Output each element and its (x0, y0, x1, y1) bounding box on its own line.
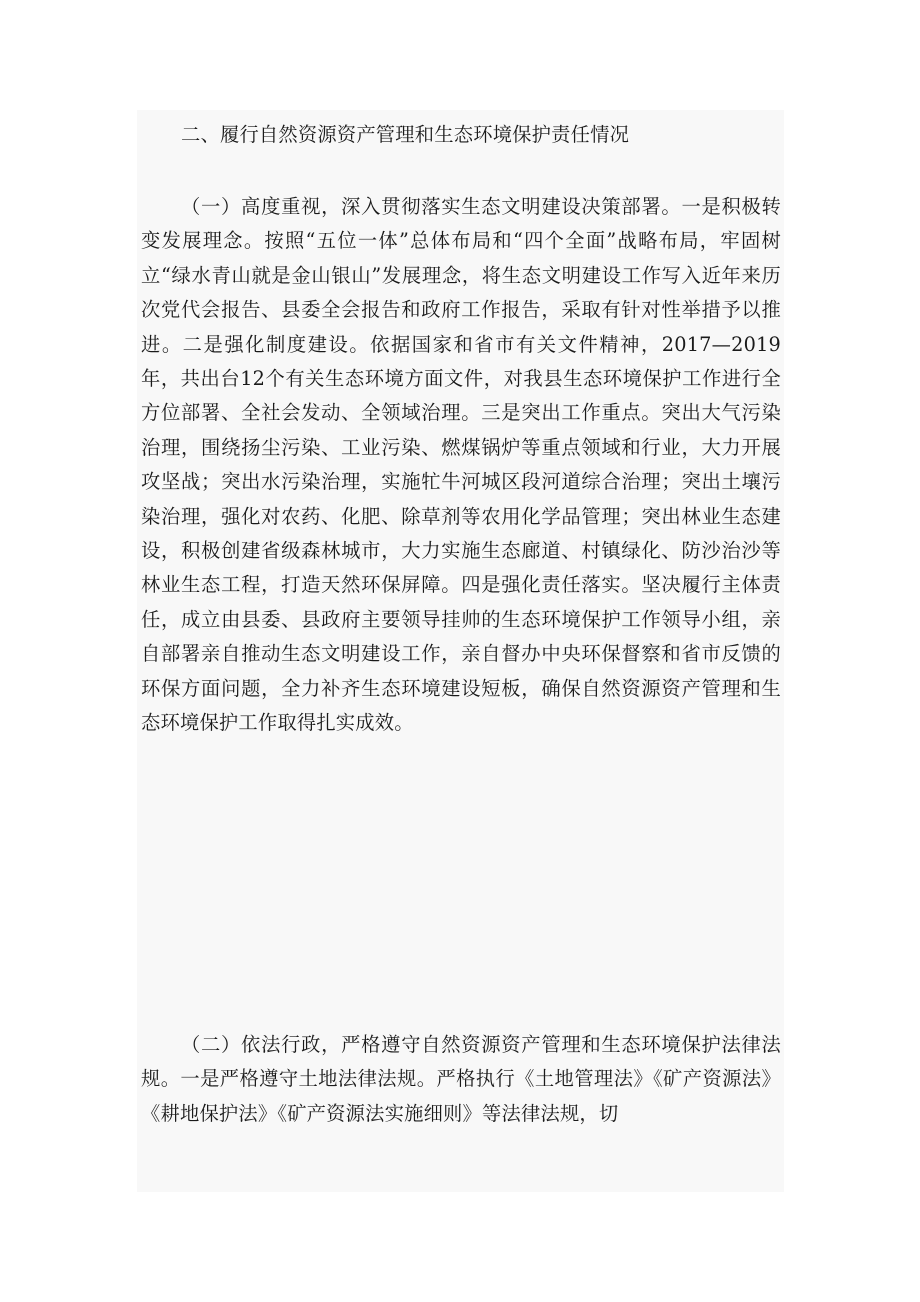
section-heading: 二、履行自然资源资产管理和生态环境保护责任情况 (181, 123, 630, 146)
paragraph-2: （二）依法行政，严格遵守自然资源资产管理和生态环境保护法律法规。一是严格遵守土地法律法规。严格执行《土地管理法》《矿产资源法》《耕地保护法》《矿产资源法实施细则》等法律法规，切 (141, 1033, 781, 1125)
paragraph-1: （一）高度重视，深入贯彻落实生态文明建设决策部署。一是积极转变发展理念。按照“五位一体”总体布局和“四个全面”战略布局，牢固树立“绿水青山就是金山银山”发展理念，将生态文明建设工作写入近年来历次党代会报告、县委全会报告和政府工作报告，采取有针对性举措予以推进。二是强化制度建设。依据国家和省市有关文件精神，2017—2019年，共出台12个有关生态环境方面文件，对我县生态环境保护工作进行全方位部署、全社会发动、全领域治理。三是突出工作重点。突出大气污染治理，围绕扬尘污染、工业污染、燃煤锅炉等重点领域和行业，大力开展攻坚战；突出水污染治理，实施牤牛河城区段河道综合治理；突出土壤污染治理，强化对农药、化肥、除草剂等农用化学品管理；突出林业生态建设，积极创建省级森林城市，大力实施生态廊道、村镇绿化、防沙治沙等林业生态工程，打造天然环保屏障。四是强化责任落实。坚决履行主体责任，成立由县委、县政府主要领导挂帅的生态环境保护工作领导小组，亲自部署亲自推动生态文明建设工作，亲自督办中央环保督察和省市反馈的环保方面问题，全力补齐生态环境建设短板，确保自然资源资产管理和生态环境保护工作取得扎实成效。 (141, 195, 781, 735)
